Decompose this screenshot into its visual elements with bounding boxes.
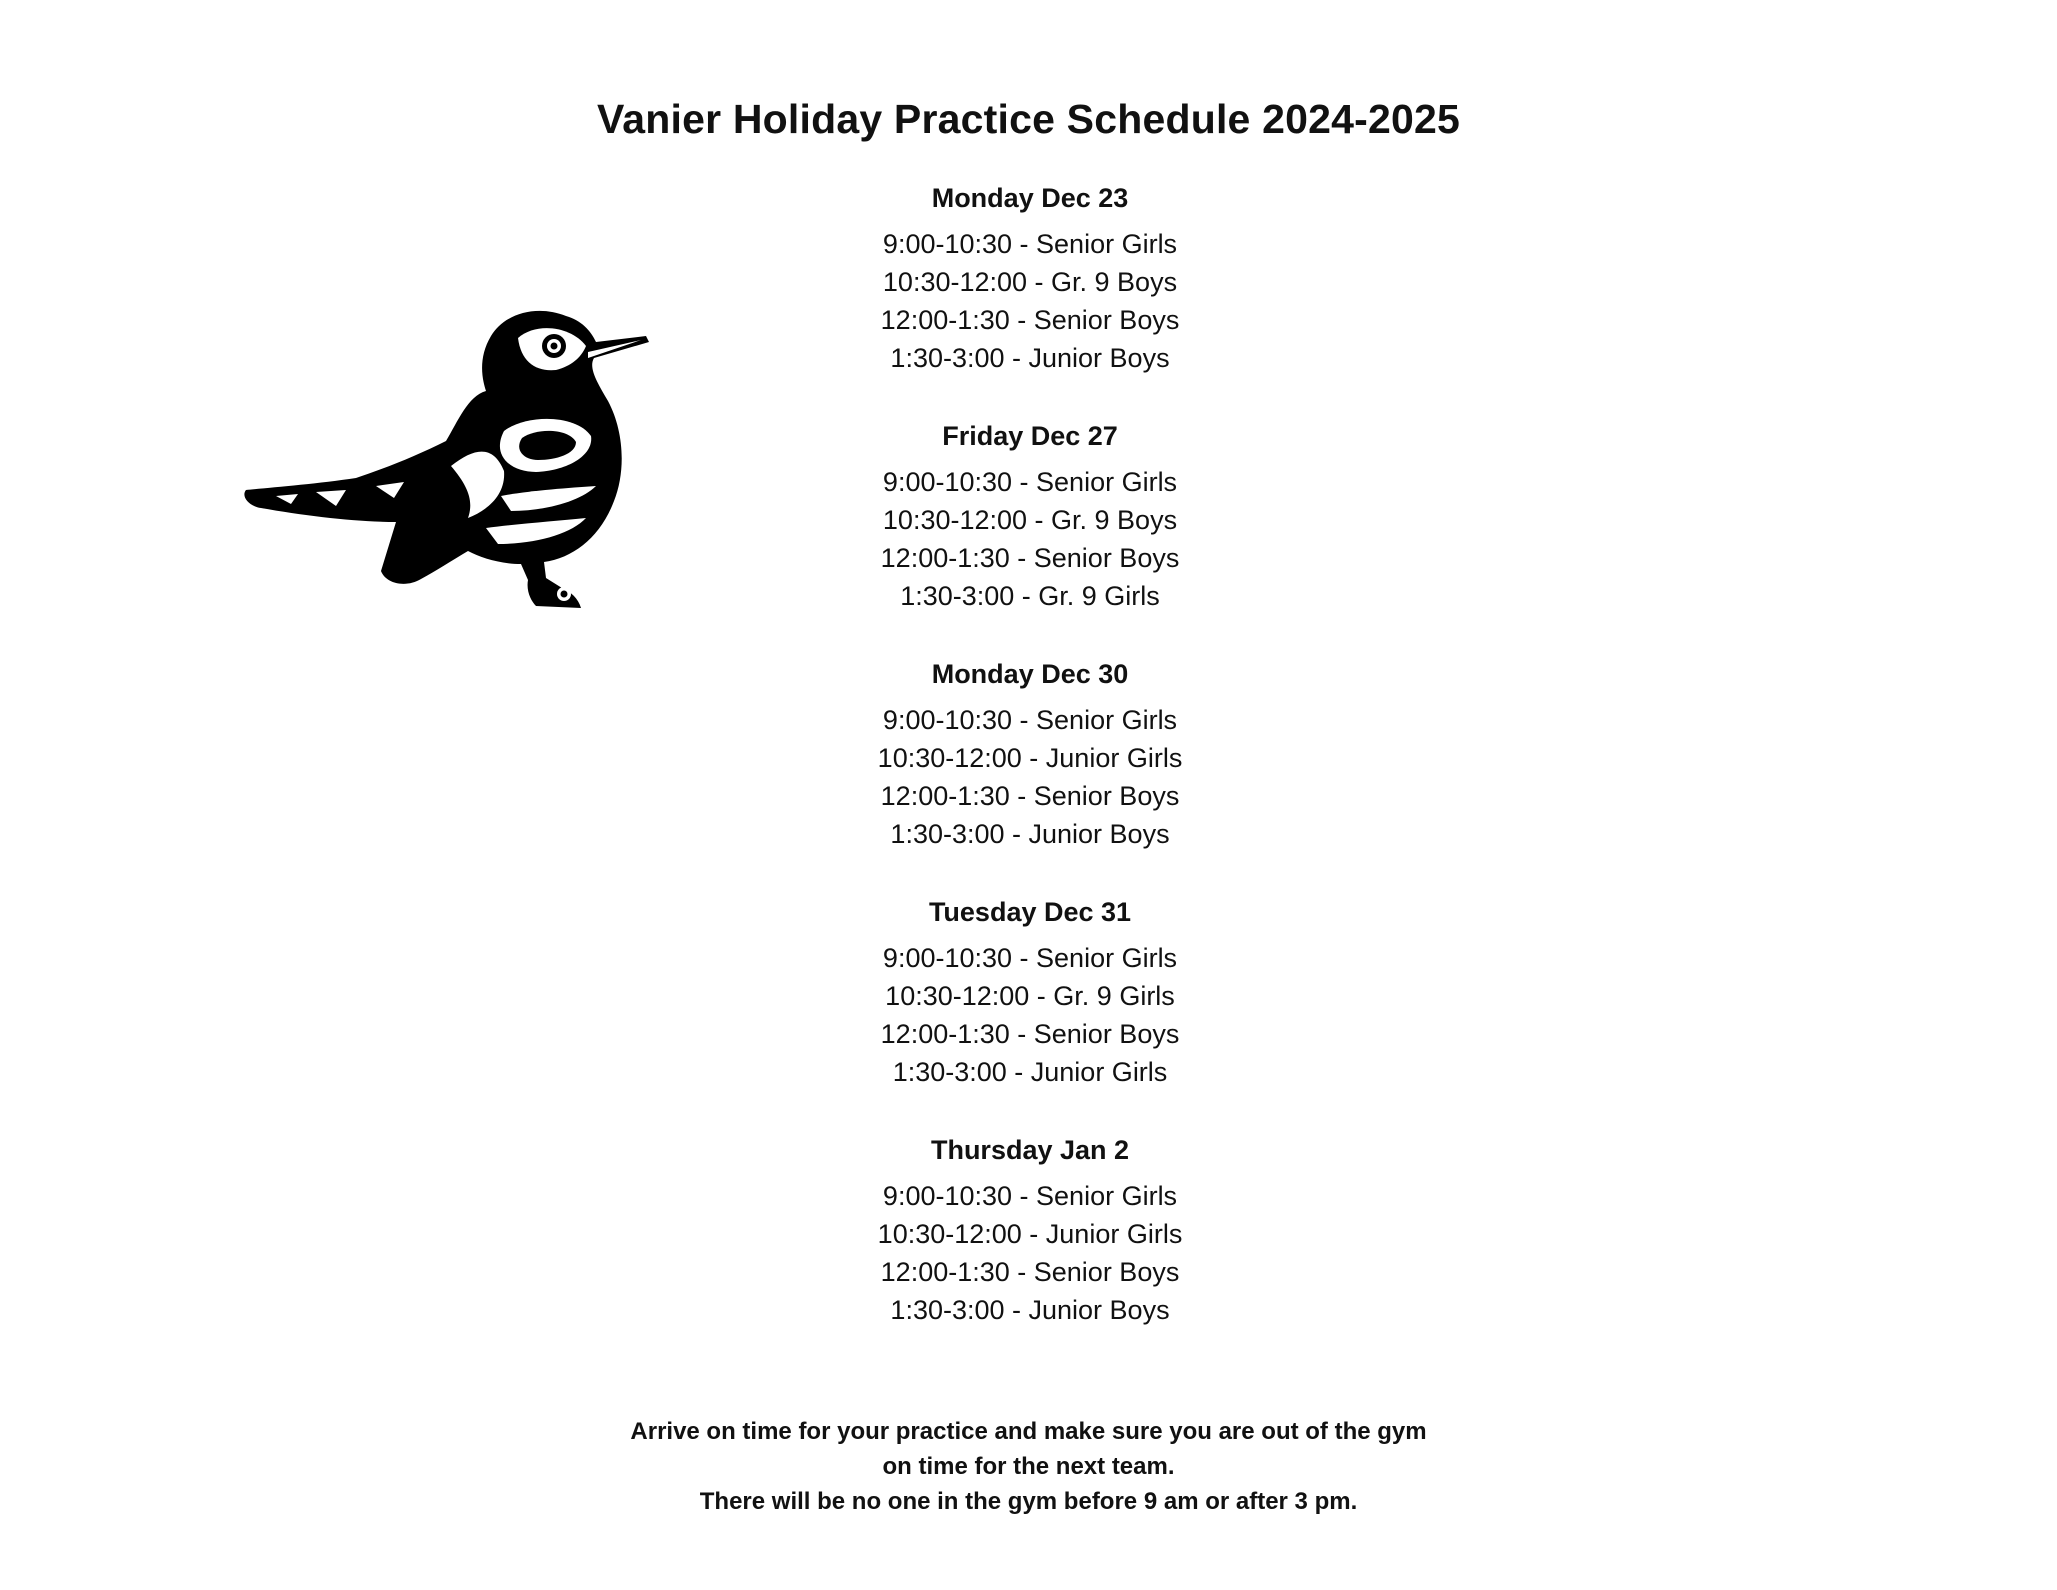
time-slot: 12:00-1:30 - Senior Boys bbox=[880, 1257, 1180, 1287]
time-slot: 12:00-1:30 - Senior Boys bbox=[880, 781, 1180, 811]
time-slot: 9:00-10:30 - Senior Girls bbox=[882, 467, 1178, 497]
time-slot: 10:30-12:00 - Junior Girls bbox=[877, 743, 1183, 773]
day-block bbox=[780, 1128, 1280, 1366]
time-slot: 9:00-10:30 - Senior Girls bbox=[882, 705, 1178, 735]
time-slot: 1:30-3:00 - Junior Boys bbox=[890, 819, 1170, 849]
day-block bbox=[780, 414, 1280, 652]
time-slot: 9:00-10:30 - Senior Girls bbox=[882, 943, 1178, 973]
page-title: Vanier Holiday Practice Schedule 2024-2025 bbox=[596, 96, 1461, 142]
day-block bbox=[780, 652, 1280, 890]
time-slot: 12:00-1:30 - Senior Boys bbox=[880, 543, 1180, 573]
time-slot: 10:30-12:00 - Gr. 9 Boys bbox=[882, 505, 1178, 535]
time-slot: 1:30-3:00 - Gr. 9 Girls bbox=[900, 581, 1160, 611]
day-title: Thursday Jan 2 bbox=[930, 1135, 1130, 1165]
practice-schedule bbox=[780, 176, 1280, 1366]
day-title: Friday Dec 27 bbox=[942, 421, 1118, 451]
day-block bbox=[780, 890, 1280, 1128]
time-slot: 1:30-3:00 - Junior Boys bbox=[890, 343, 1170, 373]
time-slot: 10:30-12:00 - Gr. 9 Boys bbox=[882, 267, 1178, 297]
time-slot: 9:00-10:30 - Senior Girls bbox=[882, 1181, 1178, 1211]
day-title: Monday Dec 23 bbox=[931, 183, 1129, 213]
time-slot: 12:00-1:30 - Senior Boys bbox=[880, 1019, 1180, 1049]
day-title: Tuesday Dec 31 bbox=[928, 897, 1132, 927]
day-title: Monday Dec 30 bbox=[931, 659, 1129, 689]
day-block bbox=[780, 176, 1280, 414]
time-slot: 1:30-3:00 - Junior Boys bbox=[890, 1295, 1170, 1325]
time-slot: 9:00-10:30 - Senior Girls bbox=[882, 229, 1178, 259]
footer-line: There will be no one in the gym before 9 am or after 3 pm. bbox=[699, 1488, 1358, 1515]
footer-note bbox=[0, 1414, 2057, 1519]
footer-line: Arrive on time for your practice and make sure you are out of the gym bbox=[630, 1418, 1427, 1445]
bird-icon bbox=[236, 296, 686, 616]
time-slot: 1:30-3:00 - Junior Girls bbox=[892, 1057, 1168, 1087]
time-slot: 10:30-12:00 - Gr. 9 Girls bbox=[885, 981, 1175, 1011]
time-slot: 12:00-1:30 - Senior Boys bbox=[880, 305, 1180, 335]
time-slot: 10:30-12:00 - Junior Girls bbox=[877, 1219, 1183, 1249]
footer-line: on time for the next team. bbox=[882, 1453, 1175, 1480]
